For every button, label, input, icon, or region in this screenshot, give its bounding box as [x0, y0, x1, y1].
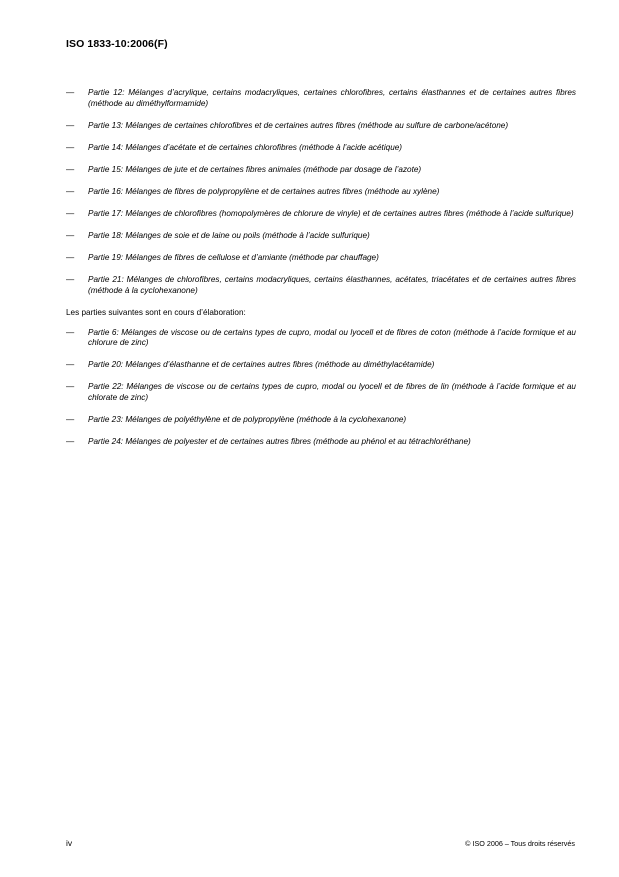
list-item-text: Partie 20: Mélanges d’élasthanne et de certaines autres fibres (méthode au diméthylacétamide) [88, 360, 435, 370]
dash-bullet: — [66, 382, 75, 392]
list-item-text: Partie 12: Mélanges d’acrylique, certains modacryliques, certaines chlorofibres, certains élasthannes et de certaines autres fibres (méthode au diméthylformamide) [88, 88, 576, 108]
dash-bullet: — [66, 142, 75, 152]
list-item [66, 165, 576, 176]
list-item [66, 253, 576, 264]
main-content [66, 88, 576, 459]
list-item [66, 360, 576, 371]
list-item [66, 187, 576, 198]
list-item-text: Partie 13: Mélanges de certaines chlorofibres et de certaines autres fibres (méthode au sulfure de carbone/acétone) [88, 120, 509, 130]
list-item [66, 88, 576, 109]
list-item-text: Partie 14: Mélanges d’acétate et de certaines chlorofibres (méthode à l’acide acétique) [88, 142, 403, 152]
dash-bullet: — [66, 415, 75, 425]
pending-intro: Les parties suivantes sont en cours d’élaboration: [66, 308, 246, 318]
dash-bullet: — [66, 275, 75, 285]
list-item [66, 437, 576, 448]
list-item [66, 231, 576, 242]
document-header: ISO 1833-10:2006(F) [66, 38, 168, 50]
list-item [66, 382, 576, 403]
list-item-text: Partie 15: Mélanges de jute et de certaines fibres animales (méthode par dosage de l’azote) [88, 164, 422, 174]
page-number: iv [66, 838, 73, 848]
list-item [66, 121, 576, 132]
list-item [66, 275, 576, 296]
dash-bullet: — [66, 231, 75, 241]
list-item-text: Partie 17: Mélanges de chlorofibres (homopolymères de chlorure de vinyle) et de certaines autres fibres (méthode à l’acide sulfurique) [88, 209, 574, 219]
dash-bullet: — [66, 253, 75, 263]
list-item-text: Partie 22: Mélanges de viscose ou de certains types de cupro, modal ou lyocell et de fibres de lin (méthode à l’acide formique et au chlorate de zinc) [88, 382, 576, 402]
pending-parts-list [66, 328, 576, 448]
list-item-text: Partie 23: Mélanges de polyéthylène et de polypropylène (méthode à la cyclohexanone) [88, 415, 407, 425]
list-item-text: Partie 16: Mélanges de fibres de polypropylène et de certaines autres fibres (méthode au xylène) [88, 186, 440, 196]
list-item [66, 415, 576, 426]
dash-bullet: — [66, 164, 75, 174]
list-item [66, 328, 576, 349]
dash-bullet: — [66, 437, 75, 447]
dash-bullet: — [66, 327, 75, 337]
dash-bullet: — [66, 120, 75, 130]
list-item-text: Partie 6: Mélanges de viscose ou de certains types de cupro, modal ou lyocell et de fibres de coton (méthode à l’acide formique et au chlorure de zinc) [88, 327, 576, 348]
copyright-notice: © ISO 2006 – Tous droits réservés [465, 839, 575, 848]
list-item-text: Partie 18: Mélanges de soie et de laine ou poils (méthode à l’acide sulfurique) [88, 231, 370, 241]
dash-bullet: — [66, 209, 75, 219]
list-item [66, 209, 576, 220]
list-item-text: Partie 21: Mélanges de chlorofibres, certains modacryliques, certains élasthannes, acétates, triacétates et de certaines autres fibres (méthode à la cyclohexanone) [88, 275, 576, 295]
dash-bullet: — [66, 186, 75, 196]
parts-list [66, 88, 576, 297]
list-item-text: Partie 19: Mélanges de fibres de cellulose et d’amiante (méthode par chauffage) [88, 253, 379, 263]
list-item [66, 143, 576, 154]
list-item-text: Partie 24: Mélanges de polyester et de certaines autres fibres (méthode au phénol et au tétrachloréthane) [88, 437, 471, 447]
dash-bullet: — [66, 88, 75, 97]
dash-bullet: — [66, 360, 75, 370]
